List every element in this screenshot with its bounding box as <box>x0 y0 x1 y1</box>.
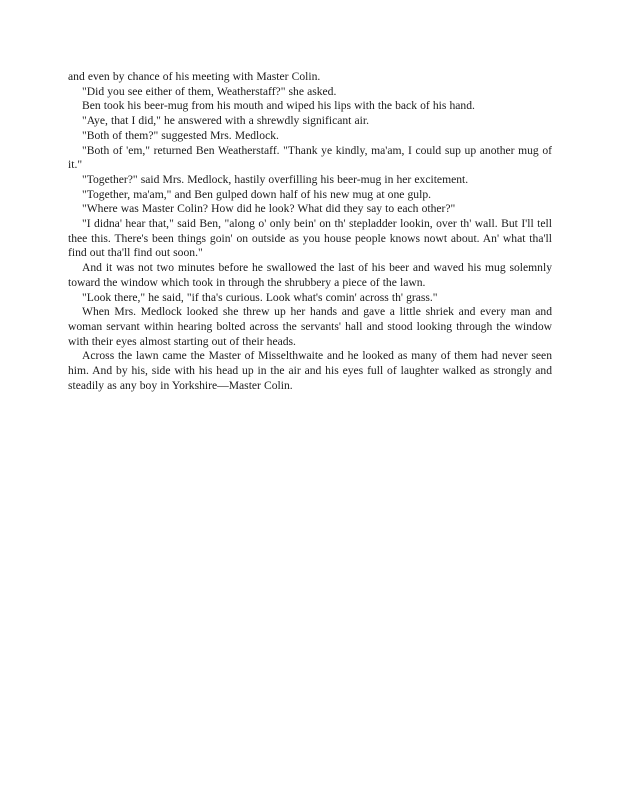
paragraph: "Where was Master Colin? How did he look? What did they say to each other?" <box>82 202 456 216</box>
book-page <box>68 70 552 393</box>
paragraph: and even by chance of his meeting with Master Colin. <box>68 70 321 83</box>
paragraph: When Mrs. Medlock looked she threw up her hands and gave a little shriek and every man and woman servant within hearing bolted across the servants' hall and stood looking through the window with their eyes almost starting out of their heads. <box>68 305 552 348</box>
paragraph: "Together, ma'am," and Ben gulped down half of his new mug at one gulp. <box>82 187 432 201</box>
paragraph: "Aye, that I did," he answered with a shrewdly significant air. <box>82 114 369 128</box>
paragraph: "Look there," he said, "if tha's curious. Look what's comin' across th' grass." <box>82 290 438 304</box>
paragraph: And it was not two minutes before he swallowed the last of his beer and waved his mug solemnly toward the window which took in through the shrubbery a piece of the lawn. <box>68 261 552 289</box>
paragraph: Across the lawn came the Master of Misselthwaite and he looked as many of them had never seen him. And by his, side with his head up in the air and his eyes full of laughter walked as strongly and steadily as any boy in Yorkshire—Master Colin. <box>68 349 552 392</box>
paragraph: "Together?" said Mrs. Medlock, hastily overfilling his beer-mug in her excitement. <box>82 172 469 186</box>
paragraph: "I didna' hear that," said Ben, "along o' only bein' on th' stepladder lookin, over th' wall. But I'll tell thee this. There's been things goin' on outside as you house people knows nowt about. An' what tha'll find out tha'll find out soon." <box>68 217 552 260</box>
paragraph: Ben took his beer-mug from his mouth and wiped his lips with the back of his hand. <box>82 99 475 113</box>
paragraph: "Both of them?" suggested Mrs. Medlock. <box>82 128 279 142</box>
paragraph: "Did you see either of them, Weatherstaff?" she asked. <box>82 84 337 98</box>
paragraph: "Both of 'em," returned Ben Weatherstaff. "Thank ye kindly, ma'am, I could sup up another mug of it." <box>68 143 552 172</box>
